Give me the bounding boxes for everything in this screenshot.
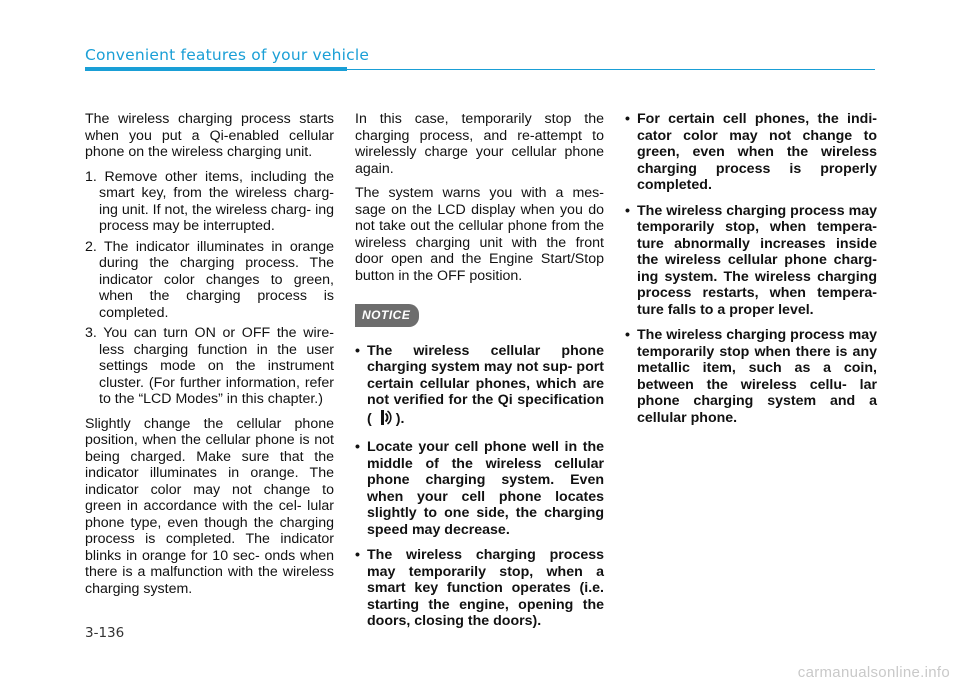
stop-paragraph: In this case, temporarily stop the charging process, and re-attempt to wirelessly charge your cellular phone again.	[355, 111, 604, 177]
notice-item: • The wireless charging process may temporarily stop when there is any metallic item, such as a coin, between the wireless cellu- lar phone charging system and a cellular phone.	[625, 327, 877, 426]
step-2: 2. The indicator illuminates in orange during the charging process. The indicator color changes to green, when the charging process is completed.	[85, 238, 334, 321]
section-title: Convenient features of your vehicle	[85, 46, 370, 64]
column-2	[355, 111, 604, 639]
column-1	[85, 111, 334, 605]
notice-list-continued	[625, 111, 877, 426]
step-3: 3. You can turn ON or OFF the wire- less charging function in the user settings mode on the instrument cluster. (For further information, refer to the “LCD Modes” in this chapter.)	[85, 325, 334, 407]
header-rule-thin	[347, 69, 875, 71]
notice-item-end: ).	[395, 410, 405, 427]
notice-item: • Locate your cell phone well in the middle of the wireless cellular phone charging system. Even when your cell phone locates slightly to one side, the charging speed may decrease.	[355, 439, 604, 538]
notice-item: • For certain cell phones, the indi- cator color may not change to green, even when the wireless charging process is properly completed.	[625, 111, 877, 194]
notice-item	[355, 343, 604, 431]
position-paragraph: Slightly change the cellular phone position, when the cellular phone is not being charged. Make sure that the indicator illuminates in orange. The indicator color may not change to green in accordance with the cel- lular phone type, even though the charging process is completed. The indicator blinks in orange for 10 sec- onds when there is a malfunction with the wireless charging system.	[85, 415, 334, 597]
header-rule-thick	[85, 67, 347, 71]
column-3	[625, 111, 877, 435]
notice-item: • The wireless charging process may temporarily stop, when a smart key function operates (i.e. starting the engine, opening the doors, closing the doors).	[355, 547, 604, 630]
warning-paragraph: The system warns you with a mes- sage on the LCD display when you do not take out the cellular phone from the wireless charging unit with the front door open and the Engine Start/Stop button in the OFF position.	[355, 185, 604, 284]
qi-logo-icon	[375, 409, 393, 431]
page-number: 3-136	[85, 625, 125, 641]
notice-badge: NOTICE	[355, 304, 419, 327]
watermark: carmanualsonline.info	[797, 664, 950, 681]
notice-item-text: The wireless cellular phone charging system may not sup- port certain cellular phones, which are not verified for the Qi specification (	[367, 342, 604, 427]
notice-list	[355, 343, 604, 630]
notice-item: • The wireless charging process may temporarily stop, when tempera- ture abnormally increases inside the wireless cellular phone charg- ing system. The wireless charging process restarts, when tempera- ture falls to a proper level.	[625, 203, 877, 319]
intro-paragraph: The wireless charging process starts when you put a Qi-enabled cellular phone on the wireless charging unit.	[85, 111, 334, 160]
step-1: 1. Remove other items, including the smart key, from the wireless charg- ing unit. If not, the wireless charg- ing process may be interrupted.	[85, 168, 335, 234]
